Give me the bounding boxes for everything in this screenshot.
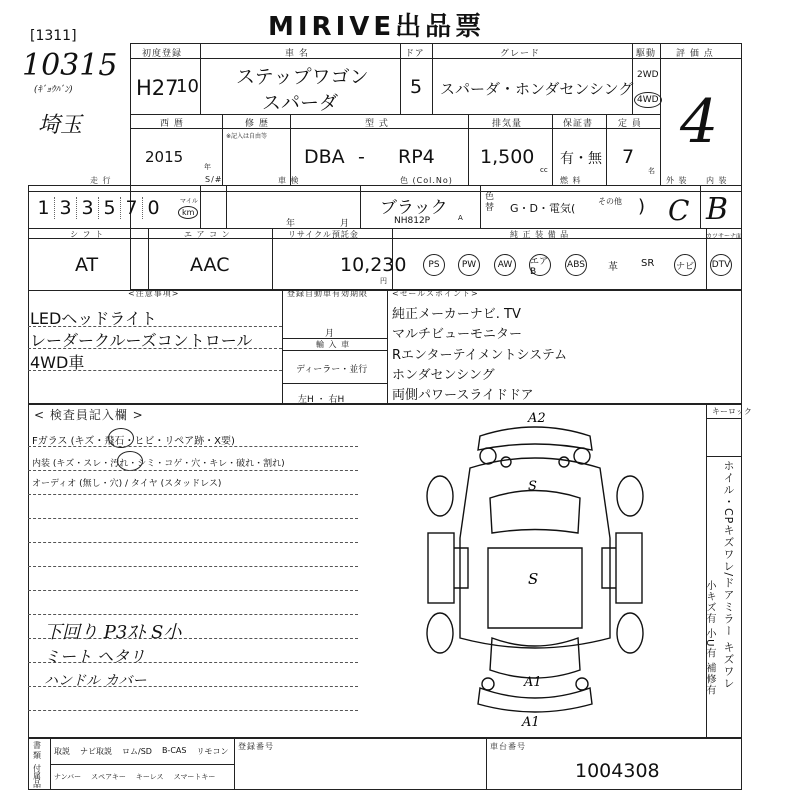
car-name-line2: スパーダ — [262, 92, 339, 114]
hdr-capacity: 定 員 — [618, 119, 642, 129]
audio-line: オーディオ (無し・穴) / タイヤ (スタッドレス) — [32, 479, 222, 489]
side-vertical-text: ホイル・CPキズワレ/ドアミラー キズワレ — [722, 460, 735, 690]
acc-keyless: キーレス — [135, 773, 164, 781]
displacement-value: 1,500 — [480, 146, 535, 168]
model-code: RP4 — [398, 146, 435, 168]
model-prefix: DBA — [304, 146, 345, 168]
model-dash: - — [358, 146, 365, 168]
aircon-value: AAC — [190, 254, 230, 276]
sheet-title: MIRIVE出品票 — [268, 12, 486, 42]
equip-ps: PS — [423, 254, 445, 276]
hdr-selling-points: <セールスポイント> — [392, 289, 479, 298]
hdr-reg-expiry: 登録自動車有効期限 — [287, 289, 368, 298]
acc-number: ナンバー — [54, 773, 82, 781]
lot-prefecture: 埼玉 — [38, 113, 83, 138]
interior-mark-circle — [117, 451, 143, 471]
point-line-3: Rエンターテイメントシステム — [392, 348, 568, 363]
hdr-keylock: キーロック — [712, 407, 752, 416]
lot-small-note: (ｷﾞｮｳﾊﾞﾝ) — [34, 85, 73, 95]
hand-note-2: ミート ヘタリ — [44, 647, 146, 666]
hdr-notes: <注意事項> — [128, 289, 180, 298]
hdr-exterior: 外 装 — [666, 176, 688, 185]
fuel-other: その他 — [598, 197, 622, 206]
equip-airbag: エアB — [529, 254, 551, 276]
hdr-car-name: 車 名 — [285, 49, 309, 59]
hdr-model: 型 式 — [365, 119, 389, 129]
color-value: ブラック — [380, 198, 448, 218]
car-damage-diagram — [420, 408, 650, 738]
hdr-equipment: 純 正 装 備 品 — [510, 230, 570, 239]
equip-abs: ABS — [565, 254, 587, 276]
hdr-aircon: エ ア コ ン — [184, 230, 231, 239]
hdr-import: 輸 入 車 — [316, 340, 351, 349]
point-line-4: ホンダセンシング — [392, 368, 495, 383]
equip-leather: 革 — [608, 262, 618, 273]
side-vertical-text-2: 小キズ有 小U有 補修有 — [704, 580, 715, 696]
mark-a1-rear: A1 — [524, 675, 542, 690]
hdr-corner: カツサーナ面 — [706, 233, 743, 240]
mileage-digits — [33, 197, 164, 219]
drive-4wd: 4WD — [634, 92, 662, 108]
mark-a2: A2 — [528, 411, 546, 426]
car-name-line1: ステップワゴン — [236, 66, 369, 88]
acc-smart-key: スマートキー — [173, 773, 216, 781]
rating-value: 4 — [680, 87, 719, 157]
glass-mark-circle — [108, 428, 134, 448]
interior-line: 内装 (キズ・スレ・汚れ・シミ・コゲ・穴・キレ・破れ・割れ) — [32, 459, 285, 469]
note-line-1: LEDヘッドライト — [30, 309, 157, 328]
equip-navi: ナビ — [674, 254, 696, 276]
hdr-doors: ドア — [405, 49, 425, 59]
hdr-fuel: 燃 料 — [560, 176, 582, 185]
note-line-2: レーダークルーズコントロール — [30, 331, 253, 350]
insp-month: 月 — [340, 219, 350, 229]
capacity-value: 7 — [622, 146, 635, 168]
hdr-rating: 評 価 点 — [676, 49, 714, 59]
hdr-inspector: < 検査員記入欄 > — [34, 408, 144, 422]
fuel-close: ) — [638, 196, 646, 217]
reg-month: 月 — [325, 329, 335, 339]
steering-option: 左H ・ 右H — [298, 395, 345, 405]
hdr-grade: グレード — [500, 49, 541, 59]
glass-line: Fガラス (キズ・飛石・ヒビ・リペア跡・X要) — [32, 436, 235, 447]
first-reg-month: 10 — [176, 76, 199, 97]
mileage-km: km — [178, 206, 198, 219]
hdr-accessories: 付属品 — [33, 764, 41, 789]
acc-manual: 取説 — [54, 747, 70, 756]
warranty-value: 有・無 — [560, 151, 602, 167]
lot-bracket: [1311] — [30, 28, 77, 44]
acc-spare-key: スペアキー — [91, 773, 126, 781]
footer-row2 — [54, 772, 215, 782]
mileage-digit: 3 — [55, 197, 77, 219]
history-note: ※記入は自由等 — [226, 133, 268, 140]
hdr-chassis: 車台番号 — [490, 742, 526, 751]
mark-a1-bottom: A1 — [522, 715, 540, 730]
hand-note-3: ハンドル カバー — [44, 673, 147, 689]
footer-row1 — [54, 746, 228, 757]
hdr-interior: 内 装 — [706, 176, 728, 185]
acc-remote: リモコン — [196, 747, 229, 756]
hand-note-1: 下回り P3ｽﾄ S小 — [44, 622, 182, 643]
hdr-color: 色 (Col.No) — [400, 176, 453, 185]
acc-navi-manual: ナビ取説 — [80, 747, 112, 756]
insp-year: 年 — [286, 219, 296, 229]
interior-value: B — [706, 192, 729, 227]
hdr-recycle: リサイクル預託金 — [288, 230, 359, 239]
point-line-1: 純正メーカーナビ. TV — [392, 307, 521, 322]
mileage-mile: マイル — [180, 198, 198, 205]
dealer-option: ディーラー・並行 — [296, 365, 368, 375]
hdr-year: 西 暦 — [160, 119, 184, 129]
hdr-reg-no: 登録番号 — [238, 742, 274, 751]
hdr-drive: 駆動 — [636, 49, 657, 59]
year-value: 2015 — [145, 148, 184, 166]
acc-bcas: B-CAS — [161, 746, 187, 755]
displacement-unit: cc — [540, 166, 548, 174]
hdr-warranty: 保証書 — [563, 119, 594, 129]
equip-pw: PW — [458, 254, 480, 276]
mileage-digit: 1 — [33, 197, 55, 219]
color-change-label: 色替 — [485, 192, 495, 213]
shift-value: AT — [75, 254, 99, 276]
hdr-docs: 書類 — [33, 741, 41, 760]
color-mark: A — [458, 214, 463, 222]
doors-value: 5 — [410, 76, 423, 98]
acc-rom-sd: ロム/SD — [122, 747, 152, 756]
mileage-digit: 5 — [99, 197, 121, 219]
recycle-value: 10,230 — [340, 254, 407, 276]
hdr-history: 修 歴 — [245, 119, 269, 129]
equip-dtv: DTV — [710, 254, 732, 276]
hdr-s: S/# — [205, 175, 223, 184]
hdr-inspection: 車 検 — [278, 176, 300, 185]
exterior-value: C — [668, 194, 690, 227]
color-code: NH812P — [394, 216, 431, 226]
chassis-value: 1004308 — [575, 760, 660, 782]
mark-s-mid: S — [528, 570, 539, 588]
capacity-unit: 名 — [648, 167, 655, 175]
fuel-value: G・D・電気( — [510, 202, 576, 215]
equip-aw: AW — [494, 254, 516, 276]
hdr-first-reg: 初度登録 — [142, 49, 183, 59]
first-reg-era: H27 — [136, 76, 179, 100]
mileage-digit: 0 — [147, 197, 160, 219]
point-line-5: 両側パワースライドドア — [392, 388, 534, 403]
hdr-mileage: 走 行 — [90, 176, 112, 185]
point-line-2: マルチビューモニター — [392, 327, 523, 342]
year-unit: 年 — [204, 163, 211, 171]
hdr-displacement: 排気量 — [492, 119, 523, 129]
hdr-shift: シ フ ト — [70, 230, 105, 239]
mileage-digit: 3 — [77, 197, 99, 219]
lot-number: 10315 — [22, 48, 118, 83]
mark-s-front: S — [528, 479, 537, 494]
equip-sr: SR — [641, 258, 655, 269]
recycle-unit: 円 — [380, 277, 387, 285]
note-line-3: 4WD車 — [30, 353, 85, 372]
drive-2wd: 2WD — [637, 70, 659, 80]
mileage-digit: 7 — [121, 197, 143, 219]
grade-value: スパーダ・ホンダセンシング — [440, 80, 634, 98]
